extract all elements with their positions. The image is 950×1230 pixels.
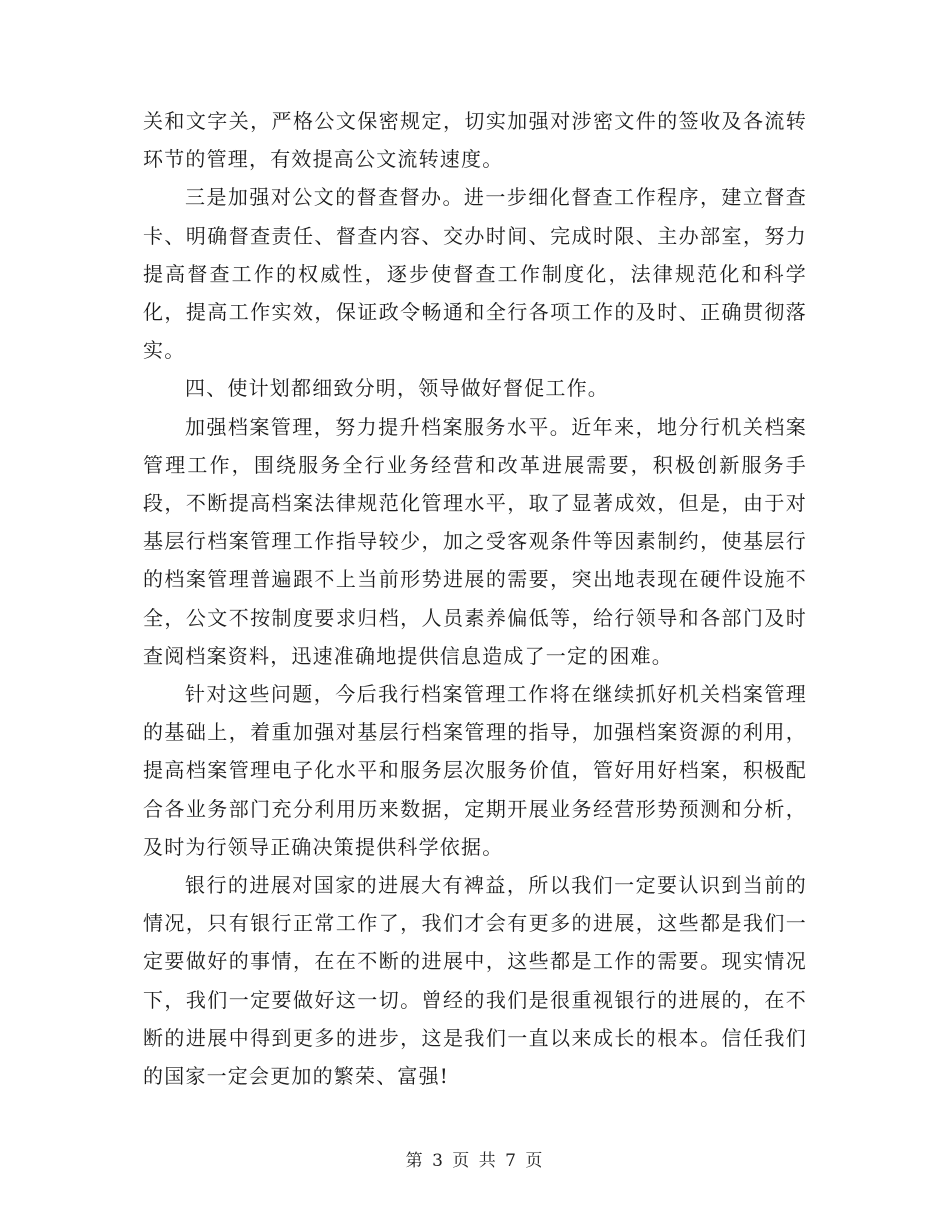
paragraph-3-heading: 四、使计划都细致分明，领导做好督促工作。	[185, 376, 609, 401]
paragraph-6: 银行的进展对国家的进展大有裨益，所以我们一定要认识到当前的情况，只有银行正常工作了，我们才会有更多的进展，这些都是我们一定要做好的事情，在在不断的进展中，这些都是工作的需要。现实情况下，我们一定要做好这一切。曾经的我们是很重视银行的进展的，在不断的进展中得到更多的进步，这是我们一直以来成长的根本。信任我们的国家一定会更加的繁荣、富强!	[143, 873, 807, 1089]
paragraph-2: 三是加强对公文的督查督办。进一步细化督查工作程序，建立督查卡、明确督查责任、督查内容、交办时间、完成时限、主办部室，努力提高督查工作的权威性，逐步使督查工作制度化，法律规范化和科学化，提高工作实效，保证政令畅通和全行各项工作的及时、正确贯彻落实。	[143, 185, 807, 363]
paragraph-1: 关和文字关，严格公文保密规定，切实加强对涉密文件的签收及各流转环节的管理，有效提高公文流转速度。	[143, 109, 807, 172]
page-number-footer: 第 3 页 共 7 页	[405, 1151, 545, 1171]
document-body	[143, 102, 807, 1095]
paragraph-4: 加强档案管理，努力提升档案服务水平。近年来，地分行机关档案管理工作，围绕服务全行业务经营和改革进展需要，积极创新服务手段，不断提高档案法律规范化管理水平，取了显著成效，但是，由于对基层行档案管理工作指导较少，加之受客观条件等因素制约，使基层行的档案管理普遍跟不上当前形势进展的需要，突出地表现在硬件设施不全，公文不按制度要求归档，人员素养偏低等，给行领导和各部门及时查阅档案资料，迅速准确地提供信息造成了一定的困难。	[143, 414, 807, 668]
paragraph-5: 针对这些问题，今后我行档案管理工作将在继续抓好机关档案管理的基础上，着重加强对基层行档案管理的指导，加强档案资源的利用，提高档案管理电子化水平和服务层次服务价值，管好用好档案，积极配合各业务部门充分利用历来数据，定期开展业务经营形势预测和分析，及时为行领导正确决策提供科学依据。	[143, 682, 807, 859]
